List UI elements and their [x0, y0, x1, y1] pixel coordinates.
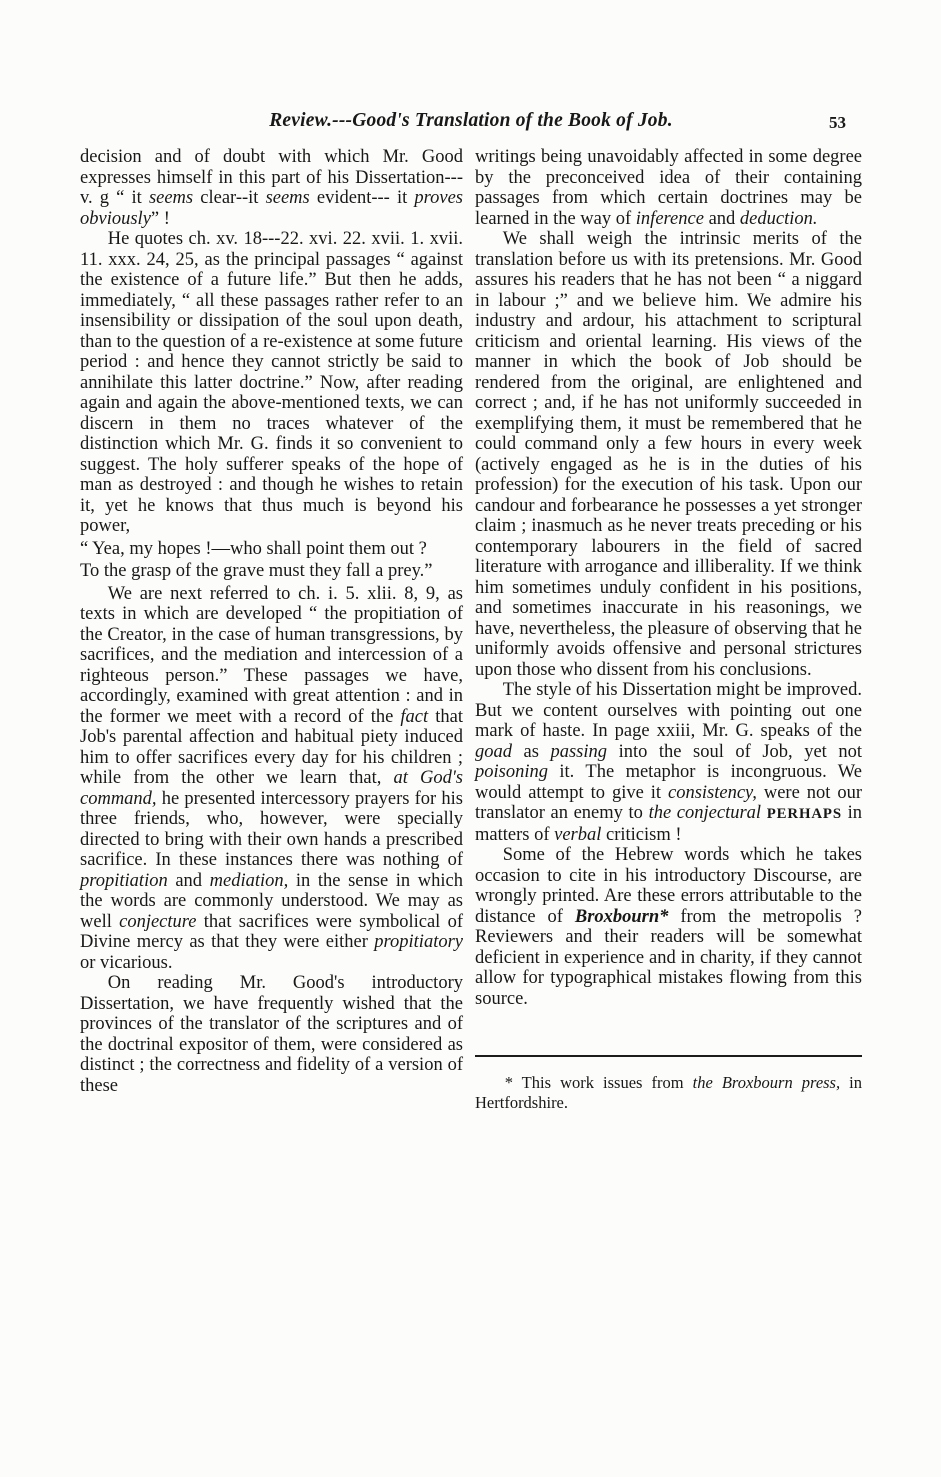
paragraph	[80, 973, 463, 1096]
paragraph	[475, 680, 862, 845]
paragraph	[475, 845, 862, 1009]
text-columns	[80, 147, 862, 1113]
text-run: the conjectural	[648, 803, 762, 823]
text-run: poisoning	[475, 762, 548, 782]
text-run: To the grasp of the grave must they fall a prey.”	[80, 561, 433, 581]
paragraph	[475, 147, 862, 229]
running-title: Review.---Good's Translation of the Book of Job.	[269, 110, 673, 131]
text-run: and	[703, 208, 740, 229]
text-run: goad	[475, 741, 512, 762]
text-run: ” !	[150, 208, 170, 229]
text-run: that Job's parental affection and habitual piety induced him to offer sacrifices every day for his children ; while from the other we learn that,	[80, 706, 463, 788]
text-run: propitiatory	[374, 932, 463, 952]
text-run: or vicarious.	[80, 952, 173, 973]
text-run: at God's command,	[80, 768, 463, 809]
text-run: verbal	[554, 824, 602, 845]
text-run: evident--- it	[309, 188, 415, 208]
verse-line	[80, 539, 463, 560]
text-run: in the sense in which the words are commonly understood. We may as well	[80, 870, 463, 932]
text-run: and	[167, 870, 210, 891]
text-run: into the soul of Job, yet not	[607, 741, 862, 762]
text-run: We shall weigh the intrinsic merits of the translation before us with its pretensions. Mr. Good assures his readers that he has not been “ a niggard in labour ;” and we believe him. We admire his industry and ardour, his attachment to scriptural criticism and oriental learning. His views of the manner in which the book of Job should be rendered from the original, are enlightened and correct ; and, if he has not uniformly succeeded in exemplifying them, it must be remembered that he could command only a few hours in every week (actively engaged as he is in the duties of his profession) for the execution of his task. Upon our candour and forbearance he possesses a yet stronger claim ; inasmuch as he never treats preceding or his contemporary labourers in the field of sacred literature with arrogance and illiberality. If we think him sometimes unduly confident in his positions, and sometimes inaccurate in his reasonings, we have, nevertheless, the pleasure of observing that he uniformly avoids offensive and personal strictures upon those who dissent from his conclusions.	[475, 229, 862, 680]
text-run: Broxbourn*	[574, 906, 669, 927]
left-column	[80, 147, 463, 1113]
text-run: he presented intercessory prayers for his three friends, who, however, were specially directed to bring with their own hands a prescribed sacrifice. In these instances there was nothing of	[80, 788, 463, 870]
page-number: 53	[829, 113, 846, 132]
text-run: seems	[265, 188, 310, 208]
text-run: as	[512, 741, 551, 762]
text-run: deduction.	[739, 208, 818, 229]
text-run: proves obviously	[80, 188, 463, 229]
paragraph	[80, 584, 463, 974]
paragraph	[80, 147, 463, 229]
text-run: in matters of	[475, 803, 863, 845]
text-run: propitiation	[80, 870, 168, 891]
text-run: We are next referred to ch. i. 5. xlii. 8, 9, as texts in which are developed “ the propitiation of the Creator, in the case of human transgressions, by sacrifices, and the mediation and intercession of a righteous person.” These passages we have, accordingly, examined with great attention : and in the former we meet with a record of the	[80, 583, 463, 727]
text-run: On reading Mr. Good's introductory Dissertation, we have frequently wished that the provinces of the translator of the scriptures and of the doctrinal expositor of them, were considered as distinct ; the correctness and fidelity of a version of these	[80, 973, 463, 1096]
right-column	[475, 147, 862, 1113]
text-run: fact	[400, 706, 429, 727]
right-column-body	[475, 147, 862, 1009]
text-run: it. The metaphor is incongruous. We would attempt to give it	[475, 762, 862, 803]
text-run: were not our translator an enemy to	[475, 782, 862, 823]
text-run: PERHAPS	[766, 806, 842, 822]
page-header	[80, 110, 862, 140]
text-run: conjecture	[119, 911, 197, 932]
text-run: from the metropolis ? Reviewers and their readers will be somewhat deficient in experience and in charity, if they cannot allow for typographical mistakes flowing from this source.	[475, 906, 862, 1009]
footnote-rule	[475, 1055, 862, 1057]
text-run: Some of the Hebrew words which he takes occasion to cite in his introductory Discourse, are wrongly printed. Are these errors attributable to the distance of	[475, 845, 862, 927]
text-run: “ Yea, my hopes !—who shall point them out ?	[80, 538, 427, 559]
paragraph	[475, 229, 862, 680]
text-run: the Broxbourn press,	[692, 1073, 841, 1092]
text-run: in Hertfordshire.	[475, 1073, 862, 1112]
text-run: clear--it	[193, 188, 266, 208]
text-run: consistency,	[668, 782, 757, 803]
footnote-text	[475, 1073, 862, 1113]
text-run: decision and of doubt with which Mr. Good expresses himself in this part of his Dissertation--- v. g “ it	[80, 147, 463, 208]
footnote	[475, 1055, 862, 1113]
text-run: that sacrifices were symbolical of Divine mercy as that they were either	[80, 911, 463, 952]
paragraph	[80, 229, 463, 537]
text-run: writings being unavoidably affected in some degree by the preconceived idea of their containing passages from which certain doctrines may be learned in the way of	[475, 147, 862, 229]
text-run: seems	[148, 188, 194, 208]
verse-line	[80, 561, 463, 582]
text-run: mediation,	[209, 870, 289, 891]
text-run: inference	[635, 208, 704, 229]
text-run: * This work issues from	[504, 1073, 693, 1092]
text-run: passing	[550, 741, 608, 762]
text-run: The style of his Dissertation might be improved. But we content ourselves with pointing out one mark of haste. In page xxiii, Mr. G. speaks of the	[475, 680, 862, 741]
text-run: He quotes ch. xv. 18---22. xvi. 22. xvii. 1. xvii. 11. xxx. 24, 25, as the principal passages “ against the existence of a future life.” But then he adds, immediately, “ all these passages rather refer to an insensibility or dissipation of the soul upon death, than to the question of a re-existence at some future period : and hence they cannot strictly be said to annihilate this latter doctrine.” Now, after reading again and again the above-mentioned texts, we can discern in them no traces whatever of the distinction which Mr. G. finds it so convenient to suggest. The holy sufferer speaks of the hope of man as destroyed : and though he wishes to retain it, yet he knows that thus much is beyond his power,	[80, 229, 463, 536]
text-run: criticism !	[601, 824, 682, 845]
